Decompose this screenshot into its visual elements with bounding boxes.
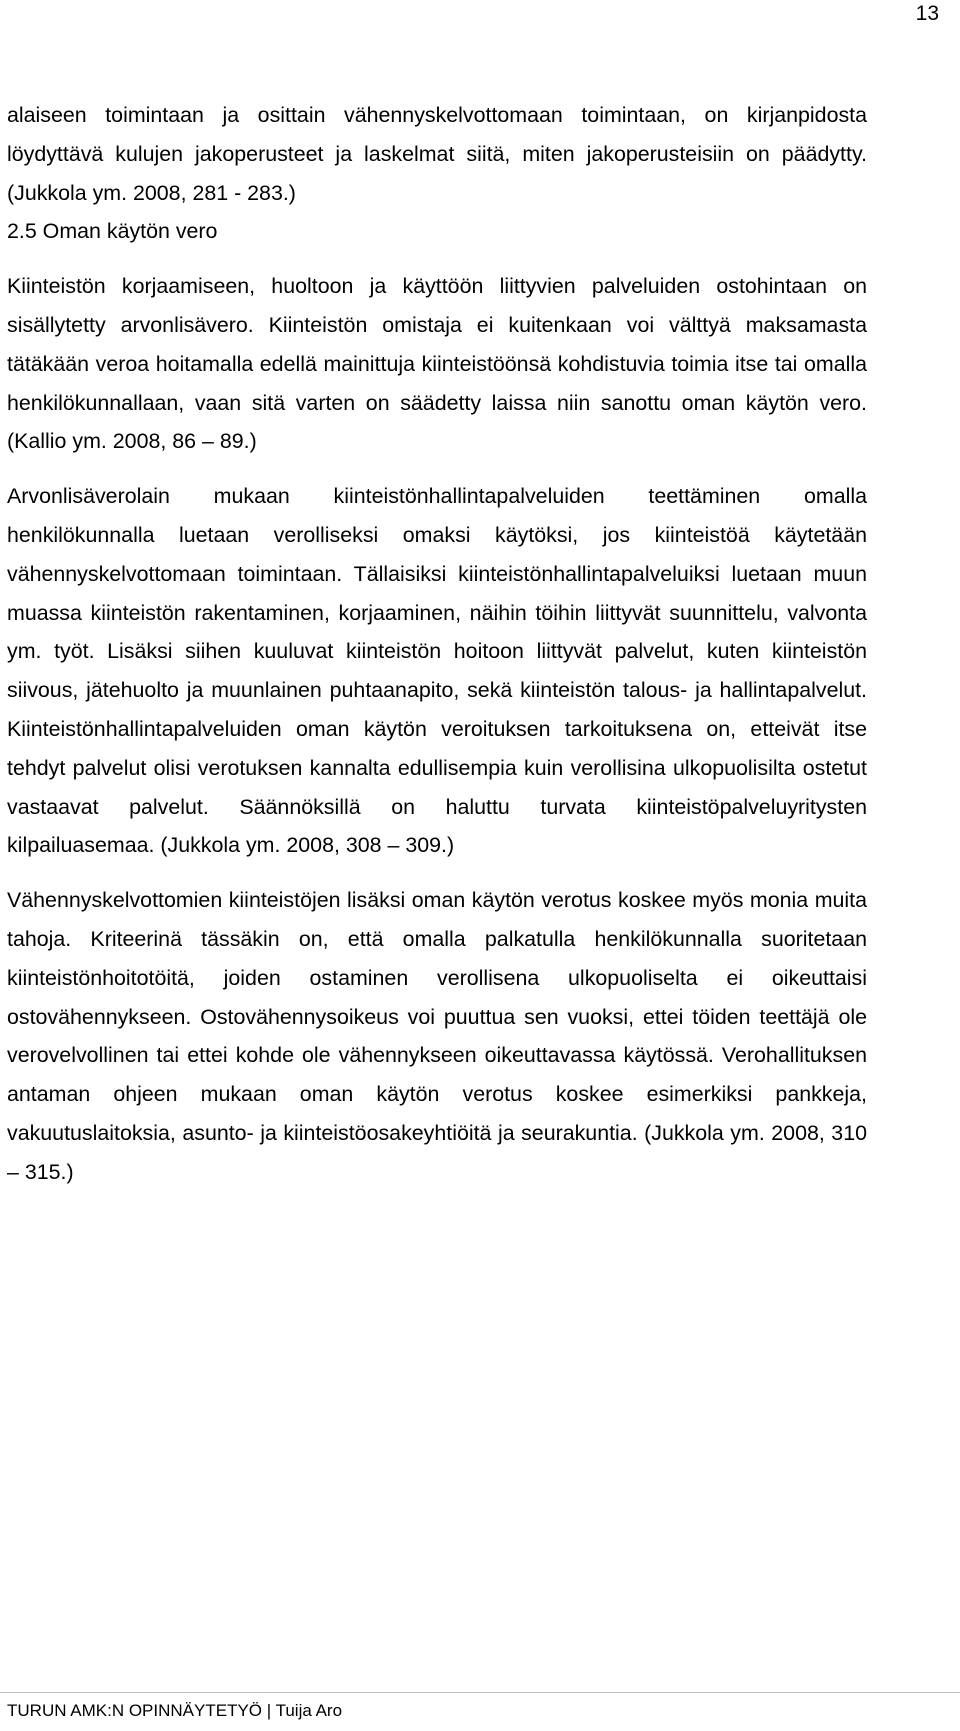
page-footer: TURUN AMK:N OPINNÄYTETYÖ | Tuija Aro: [7, 1701, 343, 1720]
paragraph-continued: alaiseen toimintaan ja osittain vähennyskelvottomaan toimintaan, on kirjanpidosta löydyttävä kulujen jakoperusteet ja laskelmat siitä, miten jakoperusteisiin on päädytty. (Jukkola ym. 2008, 281 - 283.): [7, 103, 867, 205]
paragraph-arvonlisaverolaki: Arvonlisäverolain mukaan kiinteistönhallintapalveluiden teettäminen omalla henkilökunnalla luetaan verolliseksi omaksi käytöksi, jos kiinteistöä käytetään vähennyskelvottomaan toimintaan. Tällaisiksi kiinteistönhallintapalveluiksi luetaan muun muassa kiinteistön rakentaminen, korjaaminen, näihin töihin liittyvät suunnittelu, valvonta ym. työt. Lisäksi siihen kuuluvat kiinteistön hoitoon liittyvät palvelut, kuten kiinteistön siivous, jätehuolto ja muunlainen puhtaanapito, sekä kiinteistön talous- ja hallintapalvelut. Kiinteistönhallintapalveluiden oman käytön veroituksen tarkoituksena on, etteivät itse tehdyt palvelut olisi verotuksen kannalta edullisempia kuin verollisina ulkopuolisilta ostetut vastaavat palvelut. Säännöksillä on haluttu turvata kiinteistöpalveluyritysten kilpailuasemaa. (Jukkola ym. 2008, 308 – 309.): [7, 484, 867, 858]
section-heading: 2.5 Oman käytön vero: [7, 219, 218, 244]
page-number: 13: [915, 2, 939, 25]
paragraph-vahennyskelvottomat: Vähennyskelvottomien kiinteistöjen lisäksi oman käytön verotus koskee myös monia muita tahoja. Kriteerinä tässäkin on, että omalla palkatulla henkilökunnalla suoritetaan kiinteistönhoitotöitä, joiden ostaminen verollisena ulkopuoliselta ei oikeuttaisi ostovähennykseen. Ostovähennysoikeus voi puuttua sen vuoksi, ettei töiden teettäjä ole verovelvollinen tai ettei kohde ole vähennykseen oikeuttavassa käytössä. Verohallituksen antaman ohjeen mukaan oman käytön verotus koskee esimerkiksi pankkeja, vakuutuslaitoksia, asunto- ja kiinteistöosakeyhtiöitä ja seurakuntia. (Jukkola ym. 2008, 310 – 315.): [7, 888, 867, 1184]
document-body: [7, 96, 867, 1192]
footer-divider: [0, 1692, 960, 1693]
paragraph-oman-kayton-vero: Kiinteistön korjaamiseen, huoltoon ja käyttöön liittyvien palveluiden ostohintaan on sisällytetty arvonlisävero. Kiinteistön omistaja ei kuitenkaan voi välttyä maksamasta tätäkään veroa hoitamalla edellä mainittuja kiinteistöönsä kohdistuvia toimia itse tai omalla henkilökunnallaan, vaan sitä varten on säädetty laissa niin sanottu oman käytön vero. (Kallio ym. 2008, 86 – 89.): [7, 274, 867, 454]
